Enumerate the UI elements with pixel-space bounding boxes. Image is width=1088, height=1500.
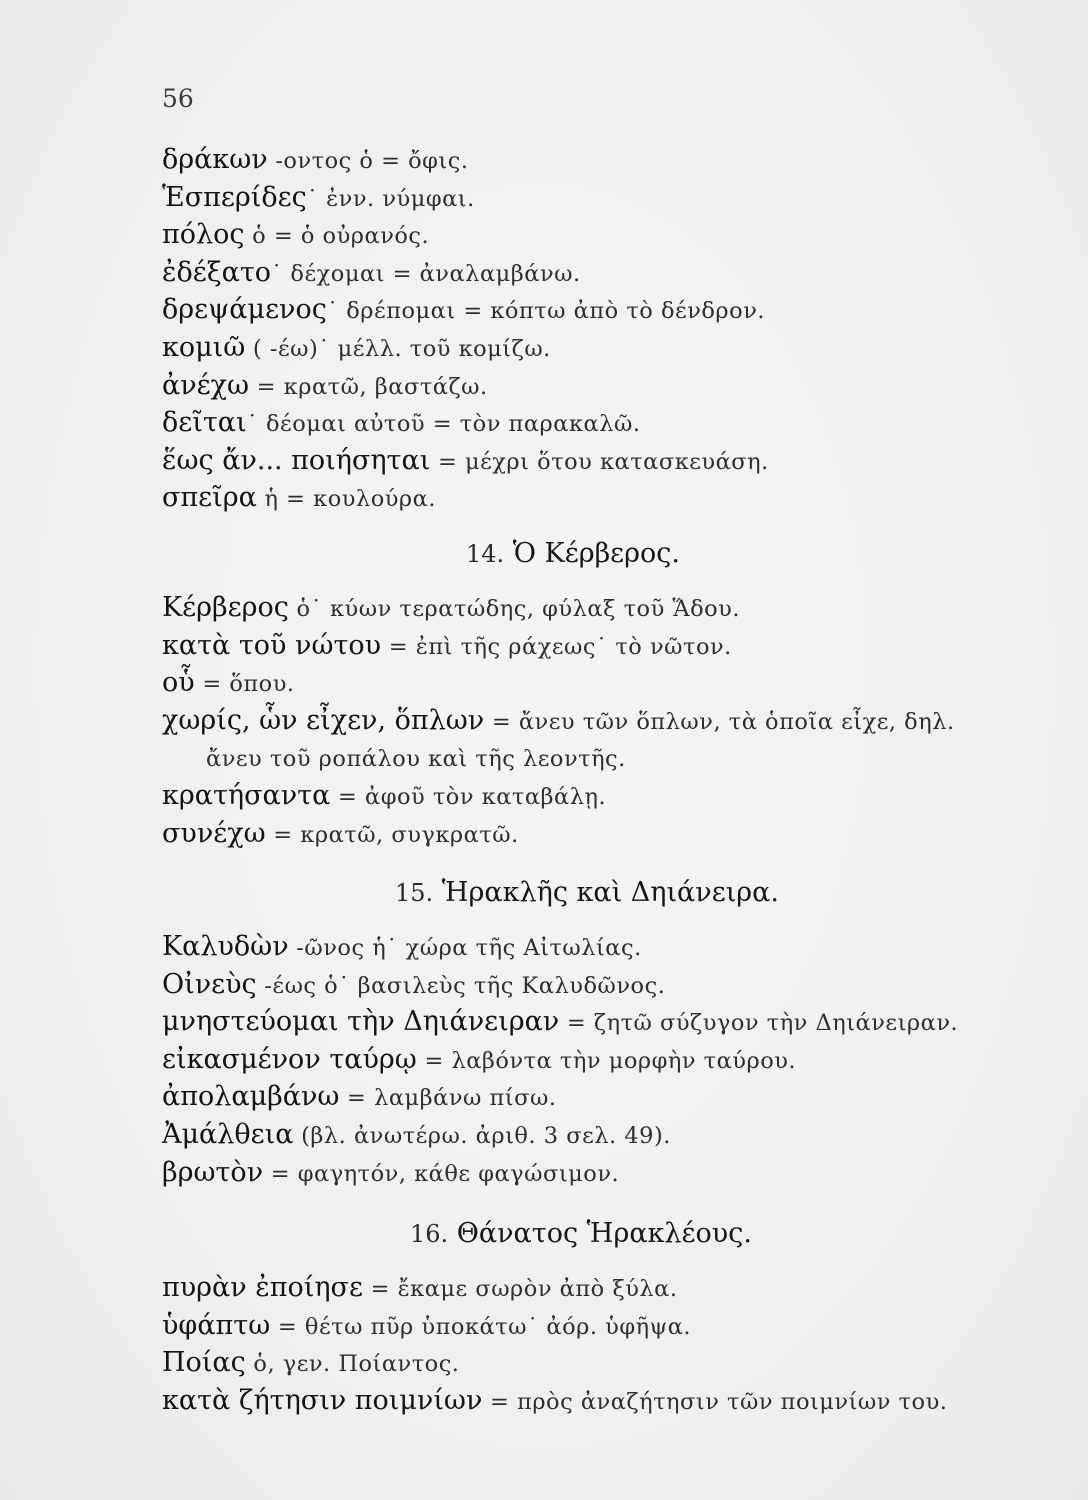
glossary-block-4 — [162, 1270, 1042, 1420]
entry-headword: πυρὰν ἐποίησε — [162, 1272, 363, 1304]
glossary-entry — [162, 1308, 1042, 1346]
glossary-entry — [162, 778, 1042, 816]
entry-headword: Ποίας — [162, 1347, 246, 1379]
entry-definition: = ἀφοῦ τὸν καταβάλῃ. — [330, 783, 607, 810]
entry-headword: χωρίς, ὧν εἶχεν, ὅπλων — [162, 704, 485, 736]
entry-definition: = ἔκαμε σωρὸν ἀπὸ ξύλα. — [362, 1276, 678, 1303]
glossary-entry — [162, 703, 1042, 741]
entry-definition: = ὅπου. — [194, 671, 295, 698]
entry-definition: = πρὸς ἀναζήτησιν τῶν ποιμνίων του. — [482, 1389, 948, 1416]
section-number: 15. — [395, 879, 434, 908]
entry-definition: ὁ˙ κύων τερατώδης, φύλαξ τοῦ Ἅδου. — [288, 595, 741, 622]
entry-definition: = κρατῶ, βαστάζω. — [249, 373, 488, 400]
entry-definition: = θέτω πῦρ ὑποκάτω˙ ἀόρ. ὑφῆψα. — [270, 1313, 692, 1340]
entry-headword: συνέχω — [162, 817, 266, 849]
entry-headword: κομιῶ — [162, 331, 246, 363]
entry-headword: μνηστεύομαι τὴν Δηιάνειραν — [162, 1006, 560, 1038]
section-heading-15 — [162, 875, 1042, 911]
section-heading-14 — [162, 536, 1042, 572]
glossary-entry — [162, 142, 1042, 180]
glossary-entry — [162, 816, 1042, 854]
section-title: Ὁ Κέρβερος. — [504, 537, 681, 569]
entry-definition: = μέχρι ὅτου κατασκευάση. — [430, 448, 769, 475]
section-heading-16 — [162, 1216, 1042, 1252]
glossary-block-1 — [162, 142, 1042, 518]
entry-headword: ἐδέξατο — [162, 256, 272, 288]
section-title: Θάνατος Ἡρακλέους. — [448, 1218, 752, 1250]
glossary-entry — [162, 255, 1042, 293]
glossary-entry — [162, 180, 1042, 218]
entry-headword: ἀπολαμβάνω — [162, 1081, 340, 1113]
entry-definition: = κρατῶ, συγκρατῶ. — [265, 821, 519, 848]
entry-headword: Κέρβερος — [162, 591, 289, 623]
entry-definition: ἡ = κουλούρα. — [256, 486, 436, 513]
entry-definition: ὁ = ὁ οὐρανός. — [244, 223, 430, 250]
section-title: Ἡρακλῆς καὶ Δηιάνειρα. — [433, 877, 779, 909]
entry-headword: σπεῖρα — [162, 482, 257, 514]
entry-definition: ˙ δέχομαι = ἀναλαμβάνω. — [271, 260, 581, 287]
glossary-entry — [162, 665, 1042, 703]
glossary-entry — [162, 929, 1042, 967]
entry-headword: δρεψάμενος — [162, 294, 327, 326]
glossary-entry — [162, 1155, 1042, 1193]
entry-headword: κρατήσαντα — [162, 779, 331, 811]
entry-definition: ˙ ἐνν. νύμφαι. — [306, 185, 475, 212]
entry-headword: ὑφάπτω — [162, 1309, 271, 1341]
glossary-entry — [162, 368, 1042, 406]
entry-definition: (βλ. ἀνωτέρω. ἀριθ. 3 σελ. 49). — [293, 1123, 671, 1150]
entry-definition: ἄνευ τοῦ ροπάλου καὶ τῆς λεοντῆς. — [206, 746, 626, 773]
entry-definition: = ἐπὶ τῆς ράχεως˙ τὸ νῶτον. — [381, 633, 732, 660]
glossary-entry — [162, 590, 1042, 628]
entry-headword: οὗ — [162, 667, 195, 699]
glossary-content — [162, 142, 1042, 1421]
page-number: 56 — [162, 84, 194, 113]
glossary-entry — [162, 1079, 1042, 1117]
glossary-entry — [162, 1345, 1042, 1383]
entry-headword: κατὰ ζήτησιν ποιμνίων — [162, 1385, 483, 1417]
glossary-block-3 — [162, 929, 1042, 1192]
entry-definition: = ἄνευ τῶν ὅπλων, τὰ ὁποῖα εἶχε, δηλ. — [484, 708, 955, 735]
glossary-entry — [162, 443, 1042, 481]
entry-definition: ( -έω)˙ μέλλ. τοῦ κομίζω. — [245, 335, 551, 362]
entry-headword: ἀνέχω — [162, 369, 250, 401]
glossary-entry — [162, 1270, 1042, 1308]
glossary-entry — [162, 1004, 1042, 1042]
entry-headword: Ἀμάλθεια — [162, 1119, 294, 1151]
entry-headword: βρωτὸν — [162, 1156, 264, 1188]
glossary-entry — [162, 967, 1042, 1005]
glossary-entry — [162, 1117, 1042, 1155]
entry-headword: Ἑσπερίδες — [162, 181, 307, 213]
entry-headword: ἕως ἄν... ποιήσηται — [162, 444, 431, 476]
glossary-block-2 — [162, 590, 1042, 853]
entry-definition: -έως ὁ˙ βασιλεὺς τῆς Καλυδῶνος. — [256, 972, 666, 999]
entry-headword: δεῖται — [162, 407, 247, 439]
entry-definition: = λαβόντα τὴν μορφὴν ταύρου. — [416, 1047, 797, 1074]
entry-definition: -ῶνος ἡ˙ χώρα τῆς Αἰτωλίας. — [288, 935, 642, 962]
entry-definition: ὁ, γεν. Ποίαντος. — [245, 1351, 460, 1378]
entry-headword: πόλος — [162, 219, 245, 251]
entry-definition: = ζητῶ σύζυγον τὴν Δηιάνειραν. — [559, 1010, 959, 1037]
glossary-entry — [162, 217, 1042, 255]
glossary-entry — [162, 1383, 1042, 1421]
entry-headword: δράκων — [162, 144, 268, 175]
entry-headword: Οἰνεὺς — [162, 968, 257, 1000]
glossary-entry — [162, 405, 1042, 443]
entry-definition: = φαγητόν, κάθε φαγώσιμον. — [263, 1160, 620, 1187]
entry-headword: Καλυδὼν — [162, 931, 289, 963]
glossary-entry — [162, 480, 1042, 518]
glossary-entry — [162, 1042, 1042, 1080]
glossary-entry — [162, 330, 1042, 368]
entry-headword: εἰκασμένον ταύρῳ — [162, 1043, 417, 1075]
section-number: 14. — [466, 539, 505, 568]
glossary-entry — [162, 292, 1042, 330]
glossary-entry — [162, 628, 1042, 666]
glossary-entry-continuation — [162, 740, 1042, 778]
entry-definition: ˙ δρέπομαι = κόπτω ἀπὸ τὸ δένδρον. — [326, 298, 766, 325]
section-number: 16. — [410, 1220, 449, 1249]
entry-definition: = λαμβάνω πίσω. — [339, 1085, 557, 1112]
entry-definition: ˙ δέομαι αὐτοῦ = τὸν παρακαλῶ. — [246, 411, 641, 438]
entry-headword: κατὰ τοῦ νώτου — [162, 629, 382, 661]
entry-definition: -οντος ὁ = ὄφις. — [267, 148, 469, 174]
